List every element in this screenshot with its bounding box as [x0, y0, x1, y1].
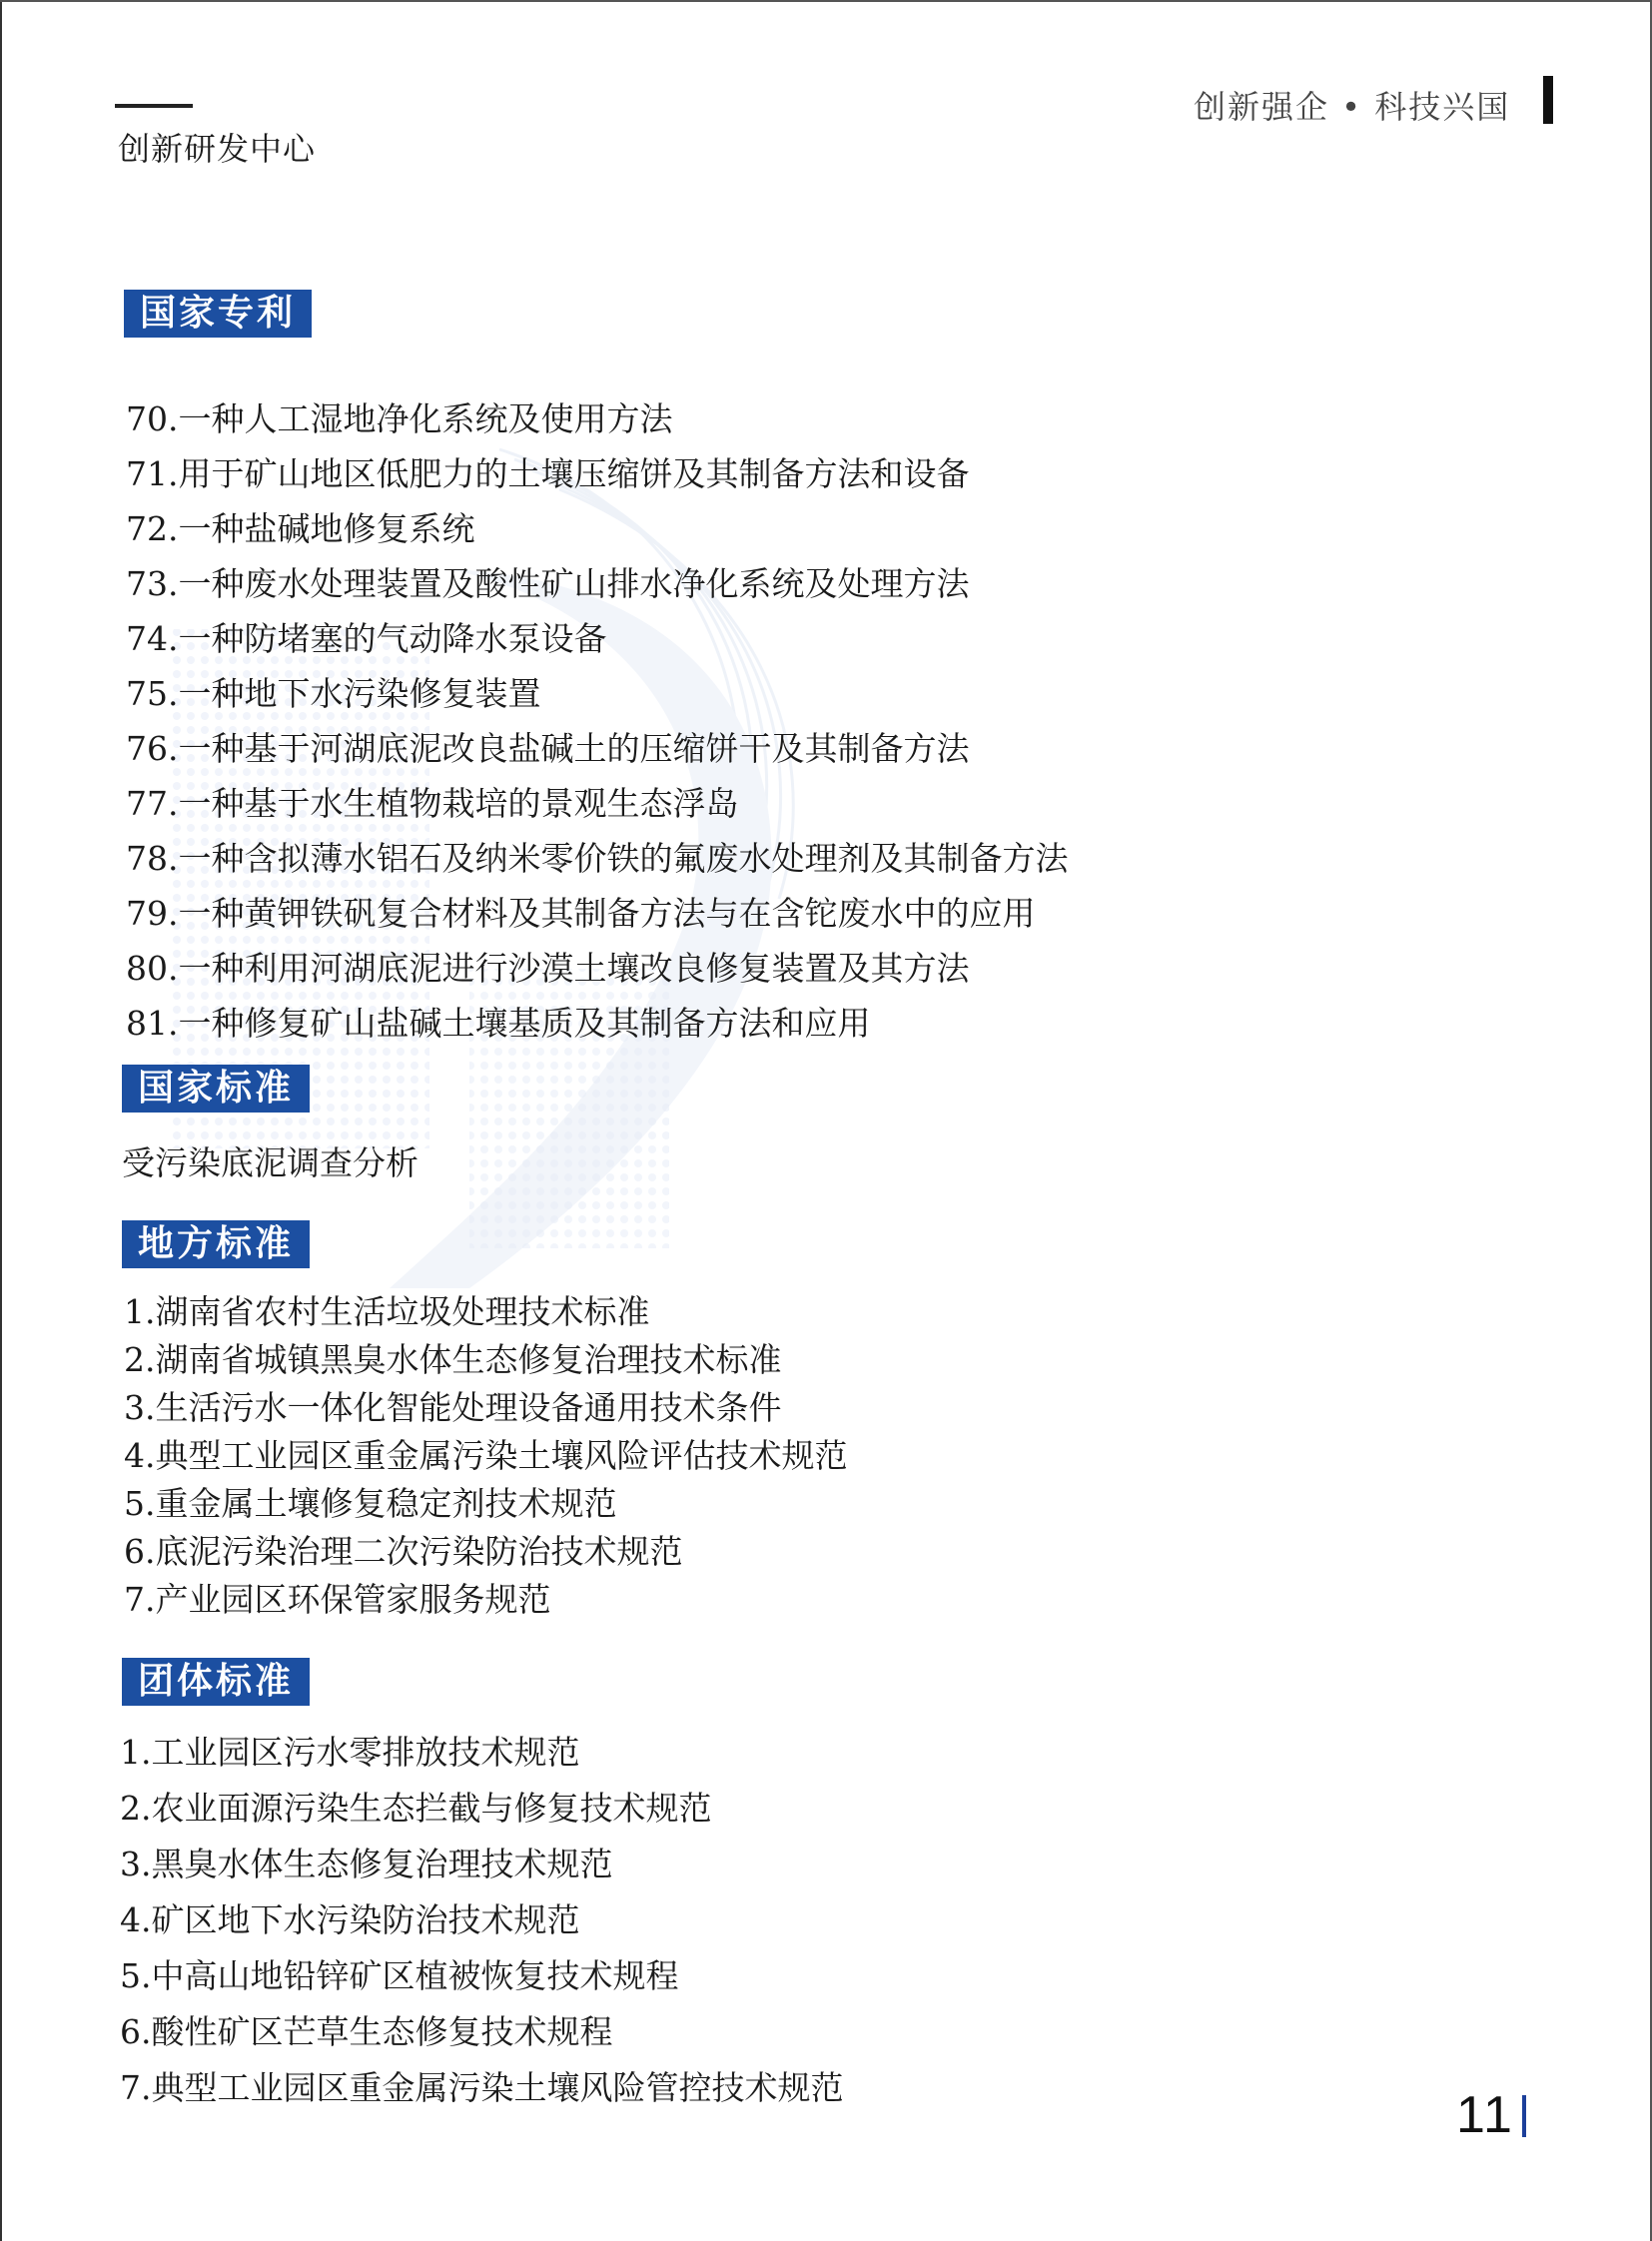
section-heading-local-standards: 地方标准 — [122, 1220, 310, 1268]
patents-list — [126, 391, 1068, 1051]
list-item: 5.重金属土壤修复稳定剂技术规范 — [124, 1484, 617, 1523]
list-item: 3.黑臭水体生态修复治理技术规范 — [120, 1845, 613, 1883]
header-rule — [115, 104, 193, 108]
header-accent-bar — [1543, 76, 1553, 124]
list-item: 7.典型工业园区重金属污染土壤风险管控技术规范 — [120, 2068, 844, 2107]
local-standards-list — [124, 1288, 848, 1624]
list-item: 4.矿区地下水污染防治技术规范 — [120, 1900, 580, 1939]
list-item: 77.一种基于水生植物栽培的景观生态浮岛 — [126, 784, 739, 823]
page-number: 11 — [1456, 2086, 1514, 2144]
list-item: 1.湖南省农村生活垃圾处理技术标准 — [124, 1292, 650, 1331]
section-heading-group-standards: 团体标准 — [122, 1658, 310, 1706]
list-item: 72.一种盐碱地修复系统 — [126, 509, 475, 548]
list-item: 5.中高山地铅锌矿区植被恢复技术规程 — [120, 1956, 679, 1995]
page-left-edge — [0, 0, 2, 2241]
list-item: 6.酸性矿区芒草生态修复技术规程 — [120, 2012, 613, 2051]
header-left-title: 创新研发中心 — [118, 130, 317, 168]
list-item: 2.湖南省城镇黑臭水体生态修复治理技术标准 — [124, 1340, 782, 1379]
list-item: 79.一种黄钾铁矾复合材料及其制备方法与在含铊废水中的应用 — [126, 894, 1036, 933]
page-number-accent-bar — [1522, 2095, 1526, 2137]
list-item: 71.用于矿山地区低肥力的土壤压缩饼及其制备方法和设备 — [126, 454, 970, 493]
header-right-slogan: 创新强企 • 科技兴国 — [1194, 88, 1511, 126]
national-standards-list — [122, 1138, 418, 1188]
list-item: 70.一种人工湿地净化系统及使用方法 — [126, 399, 673, 438]
list-item: 7.产业园区环保管家服务规范 — [124, 1580, 551, 1619]
list-item: 3.生活污水一体化智能处理设备通用技术条件 — [124, 1388, 782, 1427]
section-heading-patents: 国家专利 — [124, 290, 312, 338]
list-item: 6.底泥污染治理二次污染防治技术规范 — [124, 1532, 683, 1571]
group-standards-list — [120, 1725, 844, 2116]
page-top-edge — [0, 0, 1652, 2]
list-item: 75.一种地下水污染修复装置 — [126, 674, 541, 713]
list-item: 74.一种防堵塞的气动降水泵设备 — [126, 619, 607, 658]
list-item: 73.一种废水处理装置及酸性矿山排水净化系统及处理方法 — [126, 564, 970, 603]
list-item: 78.一种含拟薄水铝石及纳米零价铁的氟废水处理剂及其制备方法 — [126, 839, 1069, 878]
section-heading-national-standards: 国家标准 — [122, 1065, 310, 1113]
list-item: 81.一种修复矿山盐碱土壤基质及其制备方法和应用 — [126, 1004, 871, 1043]
list-item: 76.一种基于河湖底泥改良盐碱土的压缩饼干及其制备方法 — [126, 729, 970, 768]
list-item: 2.农业面源污染生态拦截与修复技术规范 — [120, 1789, 712, 1828]
list-item: 受污染底泥调查分析 — [122, 1143, 418, 1182]
list-item: 80.一种利用河湖底泥进行沙漠土壤改良修复装置及其方法 — [126, 949, 970, 988]
list-item: 1.工业园区污水零排放技术规范 — [120, 1733, 580, 1772]
list-item: 4.典型工业园区重金属污染土壤风险评估技术规范 — [124, 1436, 848, 1475]
